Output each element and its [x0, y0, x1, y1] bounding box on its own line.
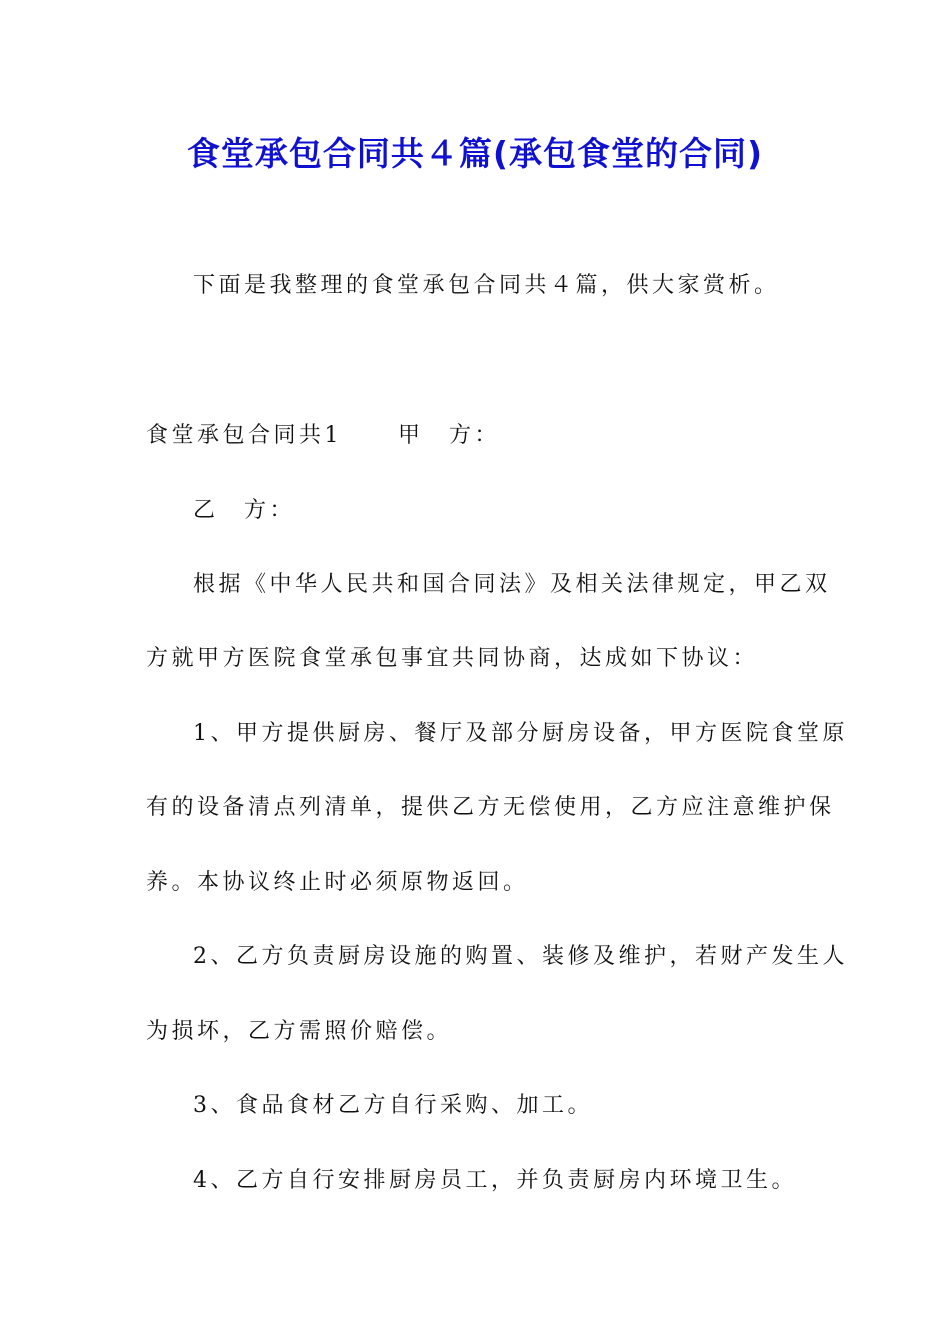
- paragraph-line: 根据《中华人民共和国合同法》及相关法律规定，甲乙双: [193, 572, 831, 597]
- paragraph-line: 养。本协议终止时必须原物返回。: [146, 870, 529, 895]
- intro-paragraph: 下面是我整理的食堂承包合同共４篇，供大家赏析。: [193, 273, 780, 298]
- section-heading-line: [146, 421, 500, 451]
- party-a-label: 甲 方：: [398, 423, 501, 448]
- paragraph-line: 3、食品食材乙方自行采购、加工。: [193, 1093, 593, 1118]
- paragraph-line: 4、乙方自行安排厨房员工，并负责厨房内环境卫生。: [193, 1168, 797, 1193]
- section-heading: 食堂承包合同共1: [146, 423, 342, 448]
- party-b-label: 乙 方：: [193, 498, 296, 523]
- paragraph-line: 为损坏，乙方需照价赔偿。: [146, 1019, 453, 1044]
- paragraph-line: 方就甲方医院食堂承包事宜共同协商，达成如下协议：: [146, 646, 759, 671]
- paragraph-line: 有的设备清点列清单，提供乙方无偿使用，乙方应注意维护保: [146, 795, 835, 820]
- paragraph-line: 1、甲方提供厨房、餐厅及部分厨房设备，甲方医院食堂原: [193, 721, 848, 746]
- paragraph-line: 2、乙方负责厨房设施的购置、装修及维护，若财产发生人: [193, 944, 848, 969]
- document-title: 食堂承包合同共４篇(承包食堂的合同): [186, 134, 764, 173]
